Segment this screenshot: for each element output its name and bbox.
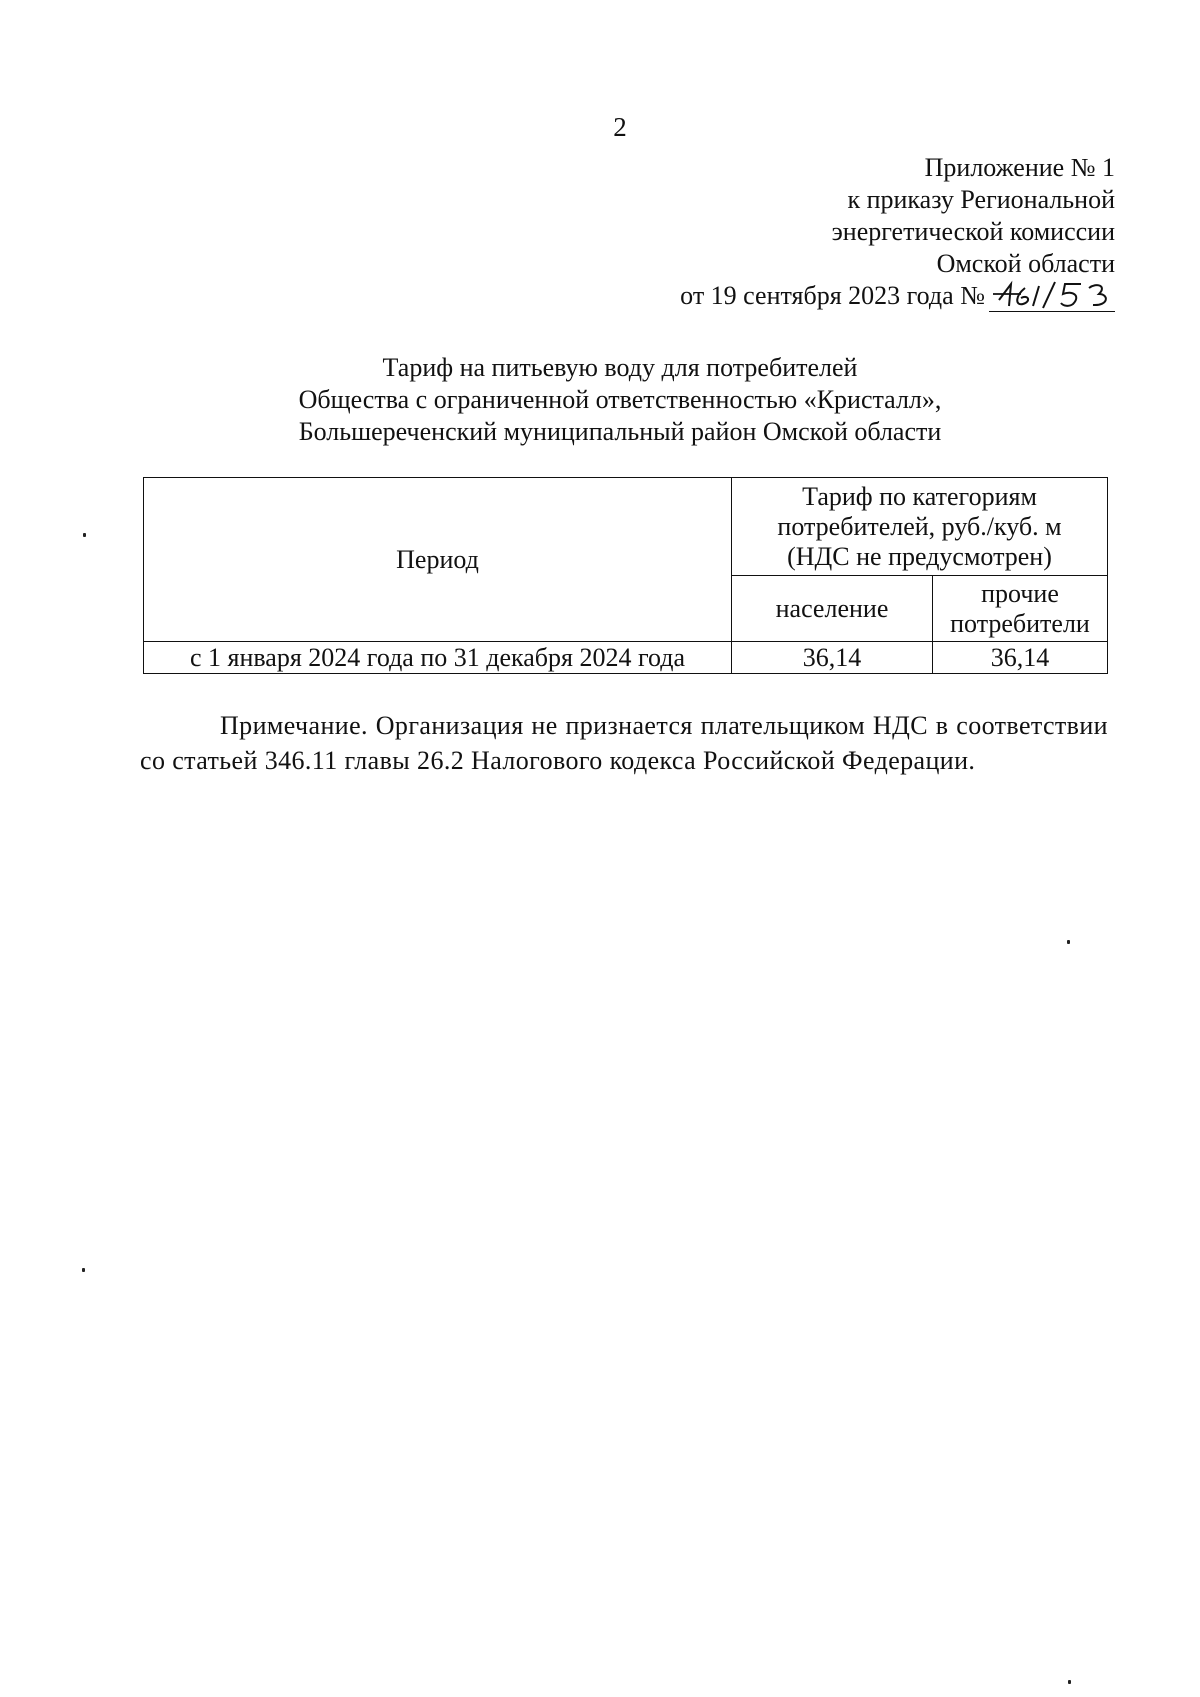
scan-speck	[82, 1268, 85, 1272]
note-text: Примечание. Организация не признается плательщиком НДС в соответствии со статьей 346.11 главы 26.2 Налогового кодекса Российской Федерации.	[140, 711, 1108, 775]
header-tariff-line-1: Тариф по категориям	[802, 481, 1037, 511]
cell-population-value: 36,14	[732, 642, 933, 674]
document-title	[0, 352, 1200, 448]
header-other-line-2: потребители	[950, 608, 1090, 638]
order-number-handwritten	[985, 282, 1115, 312]
note-paragraph	[140, 708, 1108, 778]
tariff-table	[143, 477, 1108, 674]
header-population: население	[732, 576, 933, 642]
page-number: 2	[613, 112, 627, 142]
title-line-1: Тариф на питьевую воду для потребителей	[382, 353, 858, 382]
scan-speck	[1067, 940, 1070, 944]
header-period: Период	[144, 478, 732, 642]
appendix-header	[680, 152, 1115, 312]
appendix-line-2: к приказу Региональной	[847, 185, 1115, 214]
title-line-3: Большереченский муниципальный район Омской области	[298, 417, 942, 446]
handwritten-signature-number	[985, 278, 1115, 312]
scan-speck	[1068, 1680, 1071, 1684]
table-row	[144, 642, 1108, 674]
appendix-line-4: Омской области	[936, 249, 1115, 278]
header-tariff-line-3: (НДС не предусмотрен)	[787, 541, 1052, 571]
appendix-line-1: Приложение № 1	[924, 153, 1115, 182]
appendix-line-3: энергетической комиссии	[831, 217, 1115, 246]
cell-other-value: 36,14	[933, 642, 1108, 674]
scan-speck	[83, 533, 86, 537]
header-tariff	[732, 478, 1108, 576]
title-line-2: Общества с ограниченной ответственностью «Кристалл»,	[298, 385, 942, 414]
order-date-prefix: от 19 сентября 2023 года №	[680, 281, 985, 310]
header-tariff-line-2: потребителей, руб./куб. м	[777, 511, 1062, 541]
appendix-line-5	[680, 280, 1115, 312]
header-other-consumers	[933, 576, 1108, 642]
order-number-underline	[989, 311, 1115, 312]
header-other-line-1: прочие	[981, 578, 1059, 608]
cell-period: с 1 января 2024 года по 31 декабря 2024 года	[144, 642, 732, 674]
